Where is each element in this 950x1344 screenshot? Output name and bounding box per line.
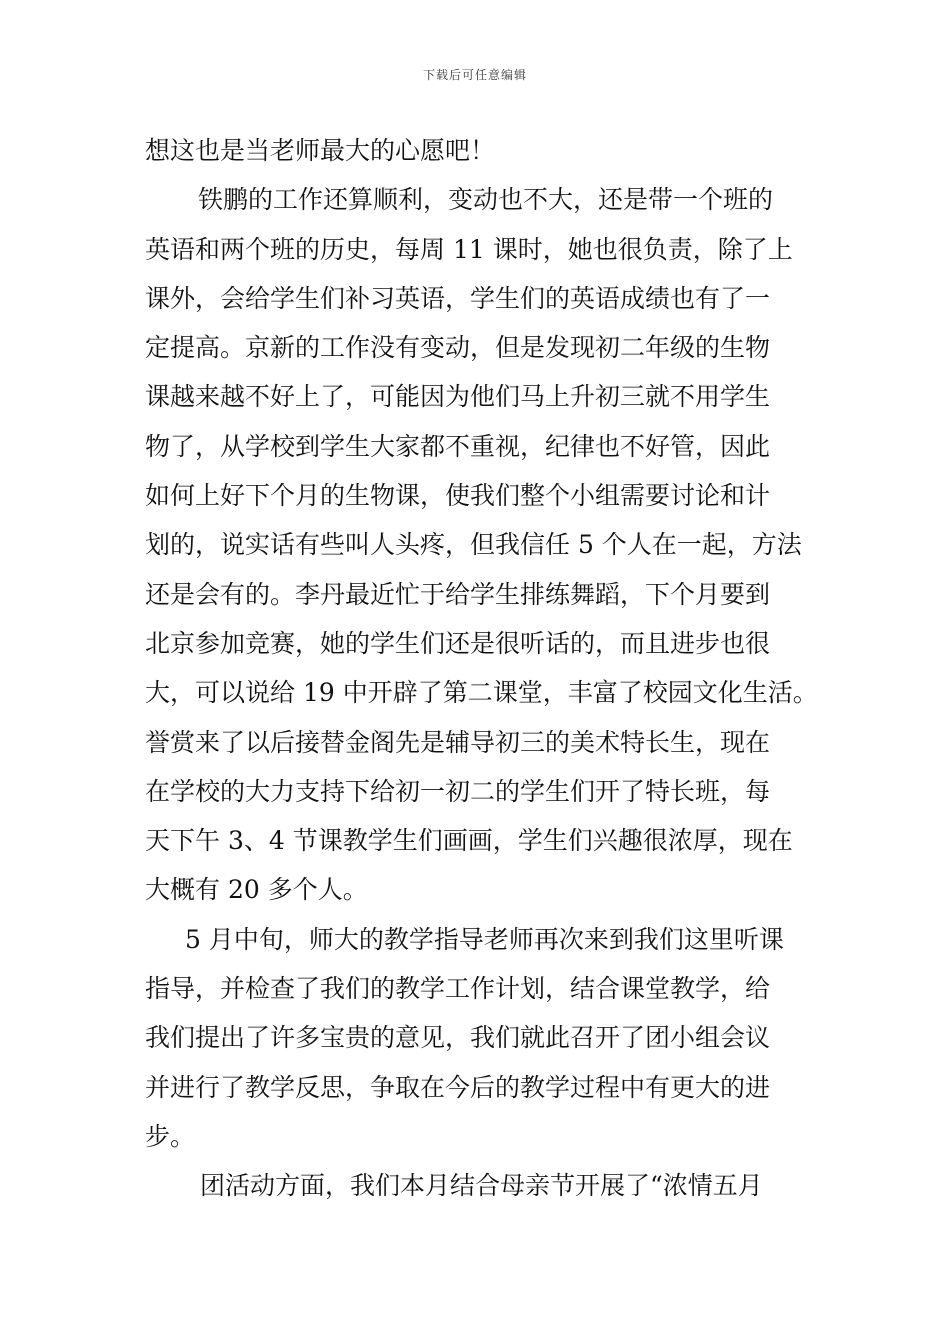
text-line: 课越来越不好上了，可能因为他们马上升初三就不用学生 bbox=[145, 382, 771, 412]
text-line: 物了，从学校到学生大家都不重视，纪律也不好管，因此 bbox=[145, 431, 771, 461]
text-line: 英语和两个班的历史，每周 11 课时，她也很负责，除了上 bbox=[145, 234, 793, 264]
document-body bbox=[145, 126, 818, 1211]
page-header: 下载后可任意编辑 bbox=[422, 68, 527, 82]
text-line: 定提高。京新的工作没有变动，但是发现初二年级的生物 bbox=[145, 333, 771, 363]
text-line: 如何上好下个月的生物课，使我们整个小组需要讨论和计 bbox=[145, 481, 771, 511]
text-line: 天下午 3、4 节课教学生们画画，学生们兴趣很浓厚，现在 bbox=[145, 826, 793, 856]
text-line: 北京参加竞赛，她的学生们还是很听话的，而且进步也很 bbox=[145, 628, 771, 658]
text-line: 5 月中旬，师大的教学指导老师再次来到我们这里听课 bbox=[185, 924, 784, 954]
text-line: 课外，会给学生们补习英语，学生们的英语成绩也有了一 bbox=[145, 283, 771, 313]
text-line: 铁鹏的工作还算顺利，变动也不大，还是带一个班的 bbox=[198, 185, 774, 215]
text-line: 划的，说实话有些叫人头疼，但我信任 5 个人在一起，方法 bbox=[145, 530, 802, 560]
text-line: 誉赏来了以后接替金阁先是辅导初三的美术特长生，现在 bbox=[145, 727, 771, 757]
text-line: 团活动方面，我们本月结合母亲节开展了“浓情五月 bbox=[200, 1171, 763, 1201]
text-line: 在学校的大力支持下给初一初二的学生们开了特长班，每 bbox=[145, 776, 771, 806]
text-line: 大概有 20 多个人。 bbox=[145, 875, 368, 905]
text-line: 并进行了教学反思，争取在今后的教学过程中有更大的进 bbox=[145, 1072, 771, 1102]
text-line: 指导，并检查了我们的教学工作计划，结合课堂教学，给 bbox=[145, 974, 771, 1004]
text-line: 我们提出了许多宝贵的意见，我们就此召开了团小组会议 bbox=[145, 1023, 771, 1053]
text-line: 还是会有的。李丹最近忙于给学生排练舞蹈，下个月要到 bbox=[145, 579, 771, 609]
text-line: 想这也是当老师最大的心愿吧！ bbox=[145, 136, 496, 165]
text-line: 大，可以说给 19 中开辟了第二课堂，丰富了校园文化生活。 bbox=[145, 678, 818, 708]
text-line: 步。 bbox=[145, 1121, 196, 1151]
